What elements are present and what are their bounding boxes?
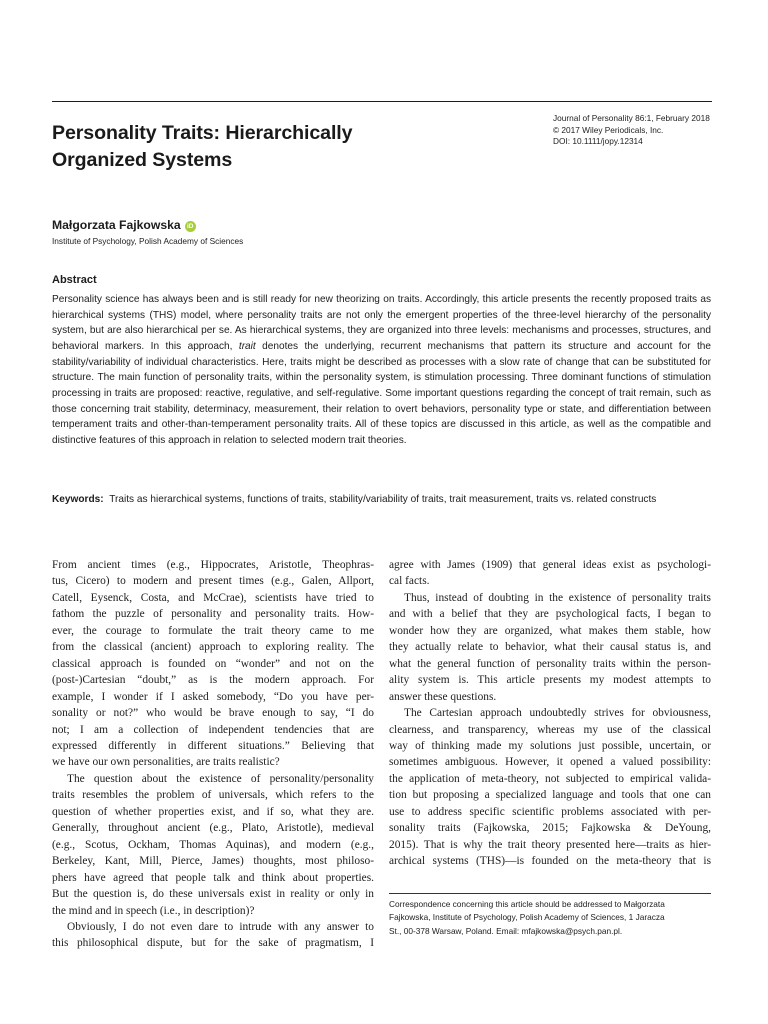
footnote-line: Fajkowska, Institute of Psychology, Polish Academy of Sciences, 1 Jaracza [389,912,665,923]
body-line: The question about the existence of personality/personality [67,772,374,785]
footnote-rule [389,893,711,894]
body-line: ality system is. This article presents my modest attempts to [389,674,711,687]
keywords-label: Keywords: [52,494,104,505]
body-line: agree with James (1909) that general ideas exist as psychologi- [389,559,711,571]
abstract-text-2: denotes the underlying, recurrent mechanisms that pattern its structure and account for the stability/variability of individual characteristics. Here, traits might be described as processes with a slow rate of change that can be substituted for structure. The main function of personality traits, within the personality system, is stimulation processing. Three dominant functions of stimulation processing in traits are proposed: reactive, regulative, and self-regulative. Some important questions regarding the concept of trait remain, such as those concerning trait stability, determinacy, measurement, their relation to overt behaviors, personality type or state, and differentiation between temperament traits and other-than-temperament personality traits. All of these topics are discussed in this article, as well as the compatible and distinctive features of this approach in relation to selected modern trait theories. [52,340,711,446]
title-line-2: Organized Systems [52,149,233,171]
body-line: tion but proposing a specialized language and tools that one can [389,789,711,802]
abstract-text-1: Personality science has always been and is still ready for new theorizing on traits. Accordingly, this article presents the recently proposed traits as hierarchical systems (THS) model, where personality traits are not only the emergent properties of the three-level hierarchy of the personality system, but are also hierarchical per se. As hierarchical systems, they are organized into three levels: mechanisms and processes, structures, and behavioral markers. In this approach, [52,294,711,352]
body-line: ever, the courage to formulate the trait theory came to me [52,624,374,637]
body-line: sonality traits (Fajkowska, 2015; Fajkowska & DeYoung, [389,822,711,835]
body-line: the mind and in speech (i.e., in description)? [52,904,255,917]
body-line: (post-)Cartesian “doubt,” as is the modern approach. For [52,674,374,687]
title-line-1: Personality Traits: Hierarchically [52,122,353,144]
body-line: use to address specific scientific problems associated with per- [389,805,711,818]
body-line: answer these questions. [389,690,497,703]
body-line: sonality or not?” who would be brave enough to say, “I do [52,707,374,720]
body-line: example, I wonder if I asked somebody, “Do you have per- [52,690,374,703]
abstract-heading: Abstract [52,274,97,286]
body-line: Obviously, I do not even dare to intrude with any answer to [67,920,374,933]
body-column-left [52,557,374,952]
body-line: traits resembles the problem of universals, which refers to the [52,789,374,802]
author-affiliation: Institute of Psychology, Polish Academy of Sciences [52,236,244,246]
author-line [52,218,196,232]
body-line: not; I am a collection of independent tendencies that are [52,723,374,736]
body-line: (e.g., Scotus, Ockham, Thomas Aquinas), and modern (e.g., [52,838,374,851]
body-line: fathom the puzzle of personality and personality traits. How- [52,608,374,621]
body-line: expressed differently in different situations.” Believing that [52,739,374,752]
body-line: 2015). That is why the trait theory presented here—traits as hier- [389,838,711,851]
correspondence-footnote [389,898,711,938]
body-line: they actually relate to behavior, what their causal status is, and [389,641,711,654]
copyright-line: © 2017 Wiley Periodicals, Inc. [553,124,664,135]
body-line: Generally, throughout ancient (e.g., Plato, Aristotle), medieval [52,822,374,835]
body-line: sometimes ambiguous. However, it opened a valued possibility: [389,756,711,769]
body-line: way of thinking made my solutions just possible, uncertain, or [389,739,711,752]
body-line: The Cartesian approach undoubtedly strives for obviousness, [404,707,711,720]
body-line: and with a belief that they are psychological facts, I began to [389,608,711,621]
body-line: question of whether properties exist, and if so, what they are. [52,805,374,818]
body-line: But the question is, do these universals exist in reality or only in [52,888,374,901]
body-line: what the general function of personality traits within the person- [389,657,711,670]
footnote-line: St., 00-378 Warsaw, Poland. Email: mfajkowska@psych.pan.pl. [389,925,623,936]
body-line: tus, Cicero) to modern and present times (e.g., Galen, Allport, [52,575,374,588]
body-line: wonder how they are organized, what makes them stable, how [389,624,711,637]
journal-citation: Journal of Personality 86:1, February 2018 [553,113,710,123]
body-line: clearness, and transparency, whereas my use of the classical [389,723,711,736]
body-line: Catell, Eysenck, Costa, and McCrae), scientists have tried to [52,591,374,604]
author-name: Małgorzata Fajkowska [52,218,181,232]
keywords-block [52,492,711,508]
body-line: Berkeley, Kant, Mill, Pierce, James) thoughts, most philoso- [52,855,374,868]
body-column-right [389,557,711,870]
body-line: phers have agreed that people talk and think about properties. [52,871,374,884]
article-title [52,120,512,174]
footnote-line: Correspondence concerning this article should be addressed to Małgorzata [389,899,665,909]
body-line: cal facts. [389,575,430,588]
body-line: from the classical (ancient) approach to exploring reality. The [52,641,374,654]
body-line: we have our own personalities, are traits realistic? [52,756,280,769]
abstract-italic-term: trait [238,340,256,352]
body-line: this philosophical dispute, but for the sake of pragmatism, I [52,937,374,950]
journal-info [553,113,723,148]
body-line: the application of meta-theory, not subjected to empirical valida- [389,772,711,785]
doi-line[interactable]: DOI: 10.1111/jopy.12314 [553,136,643,146]
abstract-body [52,292,711,449]
orcid-icon[interactable]: iD [185,221,196,232]
body-line: From ancient times (e.g., Hippocrates, Aristotle, Theophras- [52,559,374,571]
body-line: archical systems (THS)—is founded on the meta-theory that is [389,855,711,868]
header-rule [52,101,712,102]
body-line: classical approach is founded on “wonder” and not on the [52,657,374,670]
keywords-text: Traits as hierarchical systems, functions of traits, stability/variability of traits, trait measurement, traits vs. related constructs [109,494,657,505]
body-line: Thus, instead of doubting in the existence of personality traits [404,591,711,604]
